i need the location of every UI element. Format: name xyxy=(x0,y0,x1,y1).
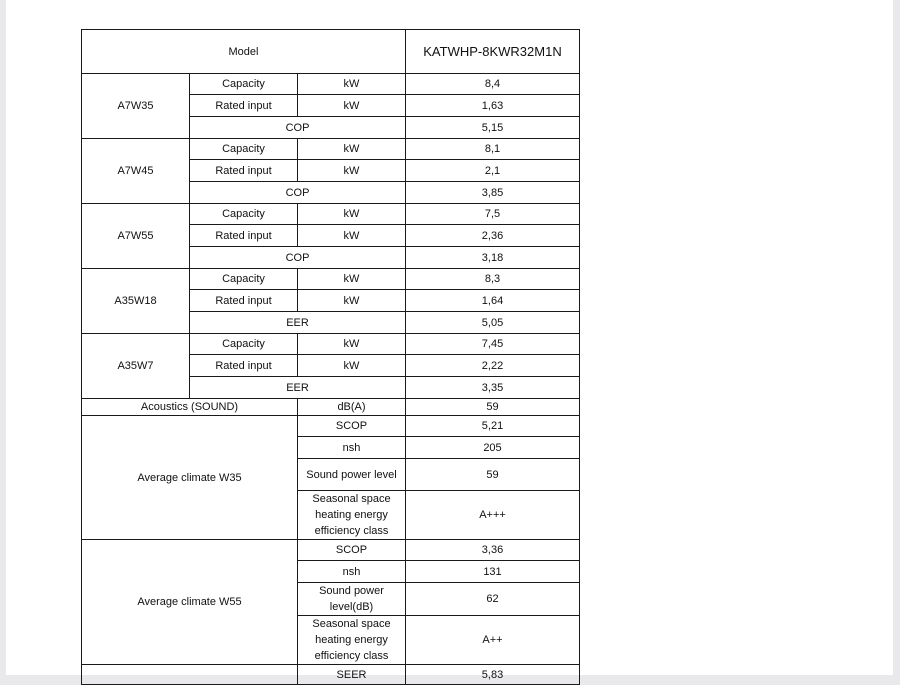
unit-label: kW xyxy=(298,74,406,95)
capacity-value: 7,45 xyxy=(406,334,580,355)
unit-label: kW xyxy=(298,160,406,182)
nsh-label: nsh xyxy=(298,561,406,583)
capacity-label: Capacity xyxy=(190,139,298,160)
rated-input-value: 1,64 xyxy=(406,290,580,312)
climate-w35-label: Average climate W35 xyxy=(82,416,298,540)
rated-input-label: Rated input xyxy=(190,290,298,312)
table-row xyxy=(82,139,580,160)
unit-label: kW xyxy=(298,95,406,117)
capacity-label: Capacity xyxy=(190,204,298,225)
capacity-value: 8,4 xyxy=(406,74,580,95)
capacity-label: Capacity xyxy=(190,74,298,95)
unit-label: kW xyxy=(298,290,406,312)
rated-input-label: Rated input xyxy=(190,225,298,247)
rated-input-label: Rated input xyxy=(190,160,298,182)
metric-value: 5,15 xyxy=(406,117,580,139)
table-row xyxy=(82,540,580,561)
metric-label: EER xyxy=(190,377,406,399)
rated-input-label: Rated input xyxy=(190,95,298,117)
unit-label: kW xyxy=(298,225,406,247)
unit-label: kW xyxy=(298,355,406,377)
condition-label: A7W55 xyxy=(82,204,190,269)
acoustics-unit: dB(A) xyxy=(298,399,406,416)
sound-power-value: 62 xyxy=(406,583,580,616)
rated-input-value: 2,36 xyxy=(406,225,580,247)
energy-class-label: Seasonal space heating energy efficiency class xyxy=(298,491,406,540)
metric-label: EER xyxy=(190,312,406,334)
condition-label: A35W7 xyxy=(82,334,190,399)
capacity-value: 8,3 xyxy=(406,269,580,290)
energy-class-value: A++ xyxy=(406,616,580,665)
acoustics-row xyxy=(82,399,580,416)
document-page xyxy=(6,0,893,681)
scop-value: 3,36 xyxy=(406,540,580,561)
capacity-label: Capacity xyxy=(190,269,298,290)
table-row xyxy=(82,269,580,290)
metric-value: 5,05 xyxy=(406,312,580,334)
seer-label: SEER xyxy=(298,665,406,685)
condition-label: A7W35 xyxy=(82,74,190,139)
metric-value: 3,35 xyxy=(406,377,580,399)
acoustics-label: Acoustics (SOUND) xyxy=(82,399,298,416)
sound-power-value: 59 xyxy=(406,459,580,491)
condition-label: A35W18 xyxy=(82,269,190,334)
nsh-value: 131 xyxy=(406,561,580,583)
energy-class-label: Seasonal space heating energy efficiency class xyxy=(298,616,406,665)
unit-label: kW xyxy=(298,204,406,225)
nsh-value: 205 xyxy=(406,437,580,459)
metric-value: 3,18 xyxy=(406,247,580,269)
energy-class-value: A+++ xyxy=(406,491,580,540)
rated-input-label: Rated input xyxy=(190,355,298,377)
unit-label: kW xyxy=(298,334,406,355)
nsh-label: nsh xyxy=(298,437,406,459)
scop-label: SCOP xyxy=(298,416,406,437)
table-row xyxy=(82,74,580,95)
model-row xyxy=(82,30,580,74)
scop-label: SCOP xyxy=(298,540,406,561)
sound-power-label: Sound power level(dB) xyxy=(298,583,406,616)
climate-w55-label: Average climate W55 xyxy=(82,540,298,665)
unit-label: kW xyxy=(298,269,406,290)
seer-value: 5,83 xyxy=(406,665,580,685)
rated-input-value: 1,63 xyxy=(406,95,580,117)
model-label: Model xyxy=(82,30,406,74)
rated-input-value: 2,22 xyxy=(406,355,580,377)
table-row xyxy=(82,334,580,355)
capacity-value: 8,1 xyxy=(406,139,580,160)
acoustics-value: 59 xyxy=(406,399,580,416)
metric-value: 3,85 xyxy=(406,182,580,204)
spec-table xyxy=(81,29,580,685)
capacity-value: 7,5 xyxy=(406,204,580,225)
table-row xyxy=(82,204,580,225)
condition-label: A7W45 xyxy=(82,139,190,204)
metric-label: COP xyxy=(190,247,406,269)
unit-label: kW xyxy=(298,139,406,160)
model-value: KATWHP-8KWR32M1N xyxy=(406,30,580,74)
table-row xyxy=(82,416,580,437)
scop-value: 5,21 xyxy=(406,416,580,437)
sound-power-label: Sound power level xyxy=(298,459,406,491)
metric-label: COP xyxy=(190,117,406,139)
rated-input-value: 2,1 xyxy=(406,160,580,182)
metric-label: COP xyxy=(190,182,406,204)
capacity-label: Capacity xyxy=(190,334,298,355)
